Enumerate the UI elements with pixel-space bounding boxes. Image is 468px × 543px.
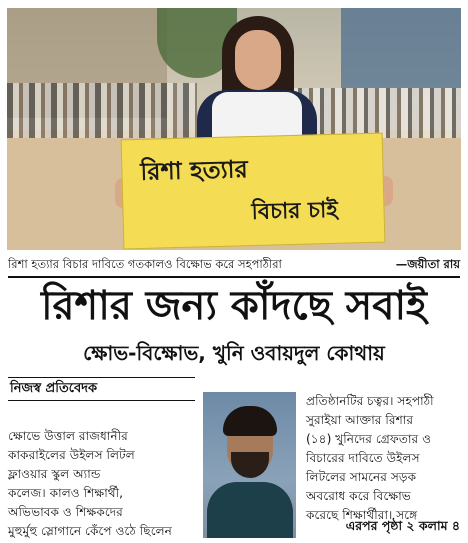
continued-on: এরপর পৃষ্ঠা ২ কলাম ৪ <box>345 518 460 533</box>
body-line: বিচারের দাবিতে উইলস <box>306 451 420 465</box>
body-line: (১৪) খুনিদের গ্রেফতার ও <box>306 432 432 446</box>
byline: নিজস্ব প্রতিবেদক <box>8 377 195 401</box>
headline: রিশার জন্য কাঁদছে সবাই <box>41 282 427 329</box>
building-right <box>341 8 461 88</box>
portrait-shirt <box>207 482 293 538</box>
body-line: লিটলের সামনের সড়ক <box>306 470 417 484</box>
body-line: সুরাইয়া আক্তার রিশার <box>306 413 414 427</box>
photo-credit: —জয়ীতা রায় <box>395 257 460 271</box>
article-column-right <box>306 392 460 525</box>
caption-text: রিশা হত্যার বিচার দাবিতে গতকালও বিক্ষোভ করে সহপাঠীরা <box>8 257 282 271</box>
body-line: কলেজ। কালও শিক্ষার্থী, <box>8 486 123 500</box>
body-line: প্রতিষ্ঠানটির চত্বর। সহপাঠী <box>306 394 434 408</box>
body-line: অবরোধ করে বিক্ষোভ <box>306 489 411 503</box>
body-line: ফ্লাওয়ার স্কুল অ্যান্ড <box>8 467 101 481</box>
photo-caption <box>8 254 460 272</box>
crowd-left <box>7 83 197 138</box>
body-line: ক্ষোভে উত্তাল রাজধানীর <box>8 429 128 443</box>
body-line: অভিভাবক ও শিক্ষকদের <box>8 505 123 519</box>
portrait-hair <box>223 406 277 436</box>
body-line: মুহুর্মুহু স্লোগানে কেঁপে ওঠে ছিলেন <box>8 524 172 538</box>
subheadline: ক্ষোভ-বিক্ষোভ, খুনি ওবায়দুল কোথায় <box>83 341 385 365</box>
news-photo <box>7 8 461 250</box>
portrait-beard <box>231 452 269 478</box>
protester-face <box>235 30 281 90</box>
placard-line-2: বিচার চাই <box>251 197 339 226</box>
body-line: করেছে শিক্ষার্থীরা। সঙ্গে <box>306 508 418 522</box>
accused-portrait <box>203 392 296 538</box>
body-line: কাকরাইলের উইলস লিটল <box>8 448 135 462</box>
divider <box>8 276 460 278</box>
protest-placard <box>121 133 386 250</box>
placard-line-1: রিশা হত্যার <box>140 155 249 186</box>
article-column-left <box>8 427 193 541</box>
